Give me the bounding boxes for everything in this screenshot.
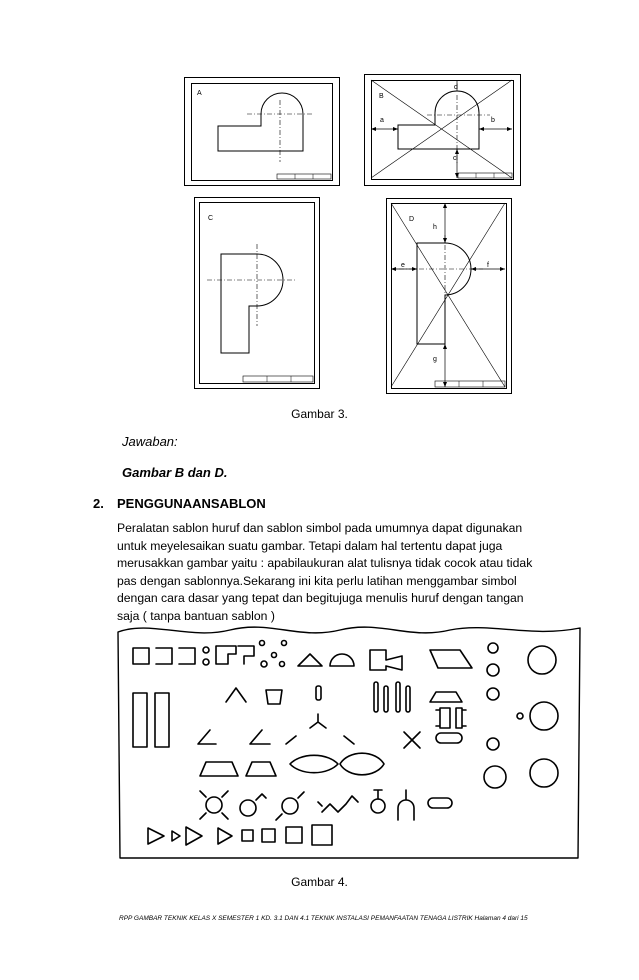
sheet-label-a: A [197, 90, 202, 97]
dimension-label-h: h [433, 224, 437, 231]
dimension-label-a: a [380, 117, 384, 124]
dimension-label-g: g [433, 356, 437, 363]
paragraph-line: Peralatan sablon huruf dan sablon simbol pada umumnya dapat digunakan [117, 521, 523, 535]
sheet-label-d: D [409, 216, 415, 223]
paragraph-line: pas dengan sablonnya.Sekarang ini kita perlu latihan menggambar simbol [117, 573, 517, 588]
dimension-label-c: c [453, 155, 457, 162]
dimension-label-f: f [487, 262, 489, 269]
paragraph-line: dengan cara dasar yang tepat dan begitujuga menulis huruf dengan tangan [117, 591, 524, 605]
section-title: PENGGUNAANSABLON [117, 496, 266, 511]
answer-label: Jawaban: [122, 434, 178, 449]
paragraph-line: merusakkan gambar yaitu : apabilaukuran alat tulisnya tidak cocok atau tidak [117, 556, 533, 570]
figure-3-caption: Gambar 3. [291, 407, 348, 421]
answer-text: Gambar B dan D. [122, 465, 228, 480]
paragraph-line: untuk meyelesaikan suatu gambar. Tetapi dalam hal tertentu dapat juga [117, 538, 503, 553]
figure-4-caption: Gambar 4. [291, 875, 348, 889]
page-footer: RPP GAMBAR TEKNIK KELAS X SEMESTER 1 KD. 3.1 DAN 4.1 TEKNIK INSTALASI PEMANFAATAN TENAGA LISTRIK Halaman 4 dari 15 [119, 915, 528, 922]
dimension-label-e: e [401, 262, 405, 269]
dimension-label-d: d [454, 84, 458, 91]
sheet-label-c: C [208, 215, 214, 222]
section-number: 2. [93, 496, 104, 511]
paragraph-line: saja ( tanpa bantuan sablon ) [117, 608, 275, 623]
dimension-label-b: b [491, 117, 495, 124]
sheet-label-b: B [379, 93, 384, 100]
